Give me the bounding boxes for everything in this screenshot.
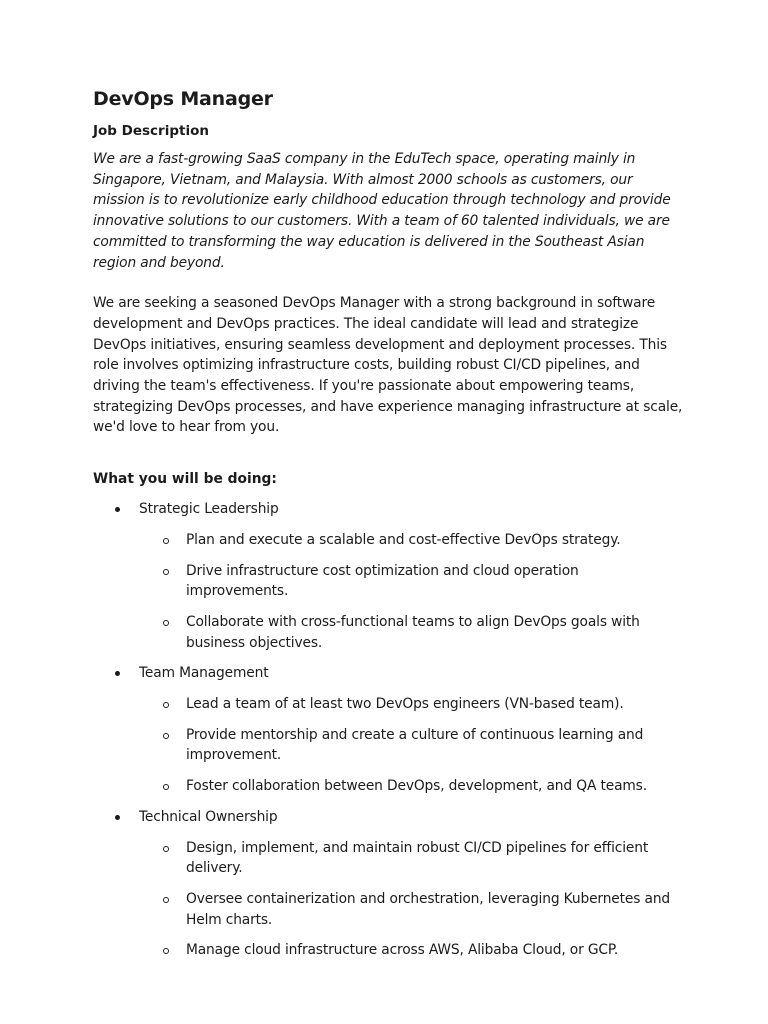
intro-paragraph: We are a fast-growing SaaS company in the EduTech space, operating mainly in Singapore, Vietnam, and Malaysia. With almost 2000 schools as customers, our mission is to revolutionize early childhood education through technology and provide innovative solutions to our customers. With a team of 60 talented individuals, we are committed to transforming the way education is delivered in the Southeast Asian region and beyond. [93,151,671,271]
list-item-text: Oversee containerization and orchestration, leveraging Kubernetes and Helm charts. [186,890,671,928]
responsibilities-list [93,499,683,961]
bullet-circle-icon [163,948,169,954]
bullet-circle-icon [163,620,169,626]
bullet-circle-icon [163,897,169,903]
section-items [139,838,683,962]
section-technical-ownership [93,807,683,961]
list-item-text: Collaborate with cross-functional teams to align DevOps goals with business objectives. [186,613,640,651]
bullet-circle-icon [163,846,169,852]
list-item-text: Manage cloud infrastructure across AWS, Alibaba Cloud, or GCP. [186,942,619,959]
section-strategic-leadership [93,499,683,653]
section-team-management [93,663,683,797]
list-item [139,889,683,930]
section-label: Technical Ownership [139,808,278,825]
section-label: Strategic Leadership [139,501,279,518]
document-page [93,86,683,971]
list-item [139,940,683,961]
list-item-text: Plan and execute a scalable and cost-effective DevOps strategy. [186,531,621,548]
list-item-text: Foster collaboration between DevOps, development, and QA teams. [186,778,647,795]
list-item-text: Design, implement, and maintain robust CI/CD pipelines for efficient delivery. [186,839,649,877]
bullet-circle-icon [163,538,169,544]
job-description-heading: Job Description [93,123,209,139]
list-item-text: Drive infrastructure cost optimization and cloud operation improvements. [186,562,579,600]
bullet-dot-icon [115,671,120,676]
section-label: Team Management [139,665,269,682]
bullet-circle-icon [163,702,169,708]
seeking-paragraph: We are seeking a seasoned DevOps Manager with a strong background in software development and DevOps practices. The ideal candidate will lead and strategize DevOps initiatives, ensuring seamless development and deployment processes. This role involves optimizing infrastructure costs, building robust CI/CD pipelines, and driving the team's effectiveness. If you're passionate about empowering teams, strategizing DevOps processes, and have experience managing infrastructure at scale, we'd love to hear from you. [93,295,683,436]
list-item [139,776,683,797]
responsibilities-heading: What you will be doing: [93,471,277,488]
list-item-text: Lead a team of at least two DevOps engineers (VN-based team). [186,696,624,713]
bullet-circle-icon [163,784,169,790]
page-title: DevOps Manager [93,88,273,110]
list-item [139,838,683,879]
bullet-dot-icon [115,507,120,512]
list-item [139,530,683,551]
section-items [139,530,683,654]
bullet-dot-icon [115,815,120,820]
section-items [139,694,683,797]
list-item-text: Provide mentorship and create a culture of continuous learning and improvement. [186,726,644,764]
bullet-circle-icon [163,569,169,575]
list-item [139,694,683,715]
list-item [139,725,683,766]
list-item [139,561,683,602]
bullet-circle-icon [163,733,169,739]
list-item [139,612,683,653]
